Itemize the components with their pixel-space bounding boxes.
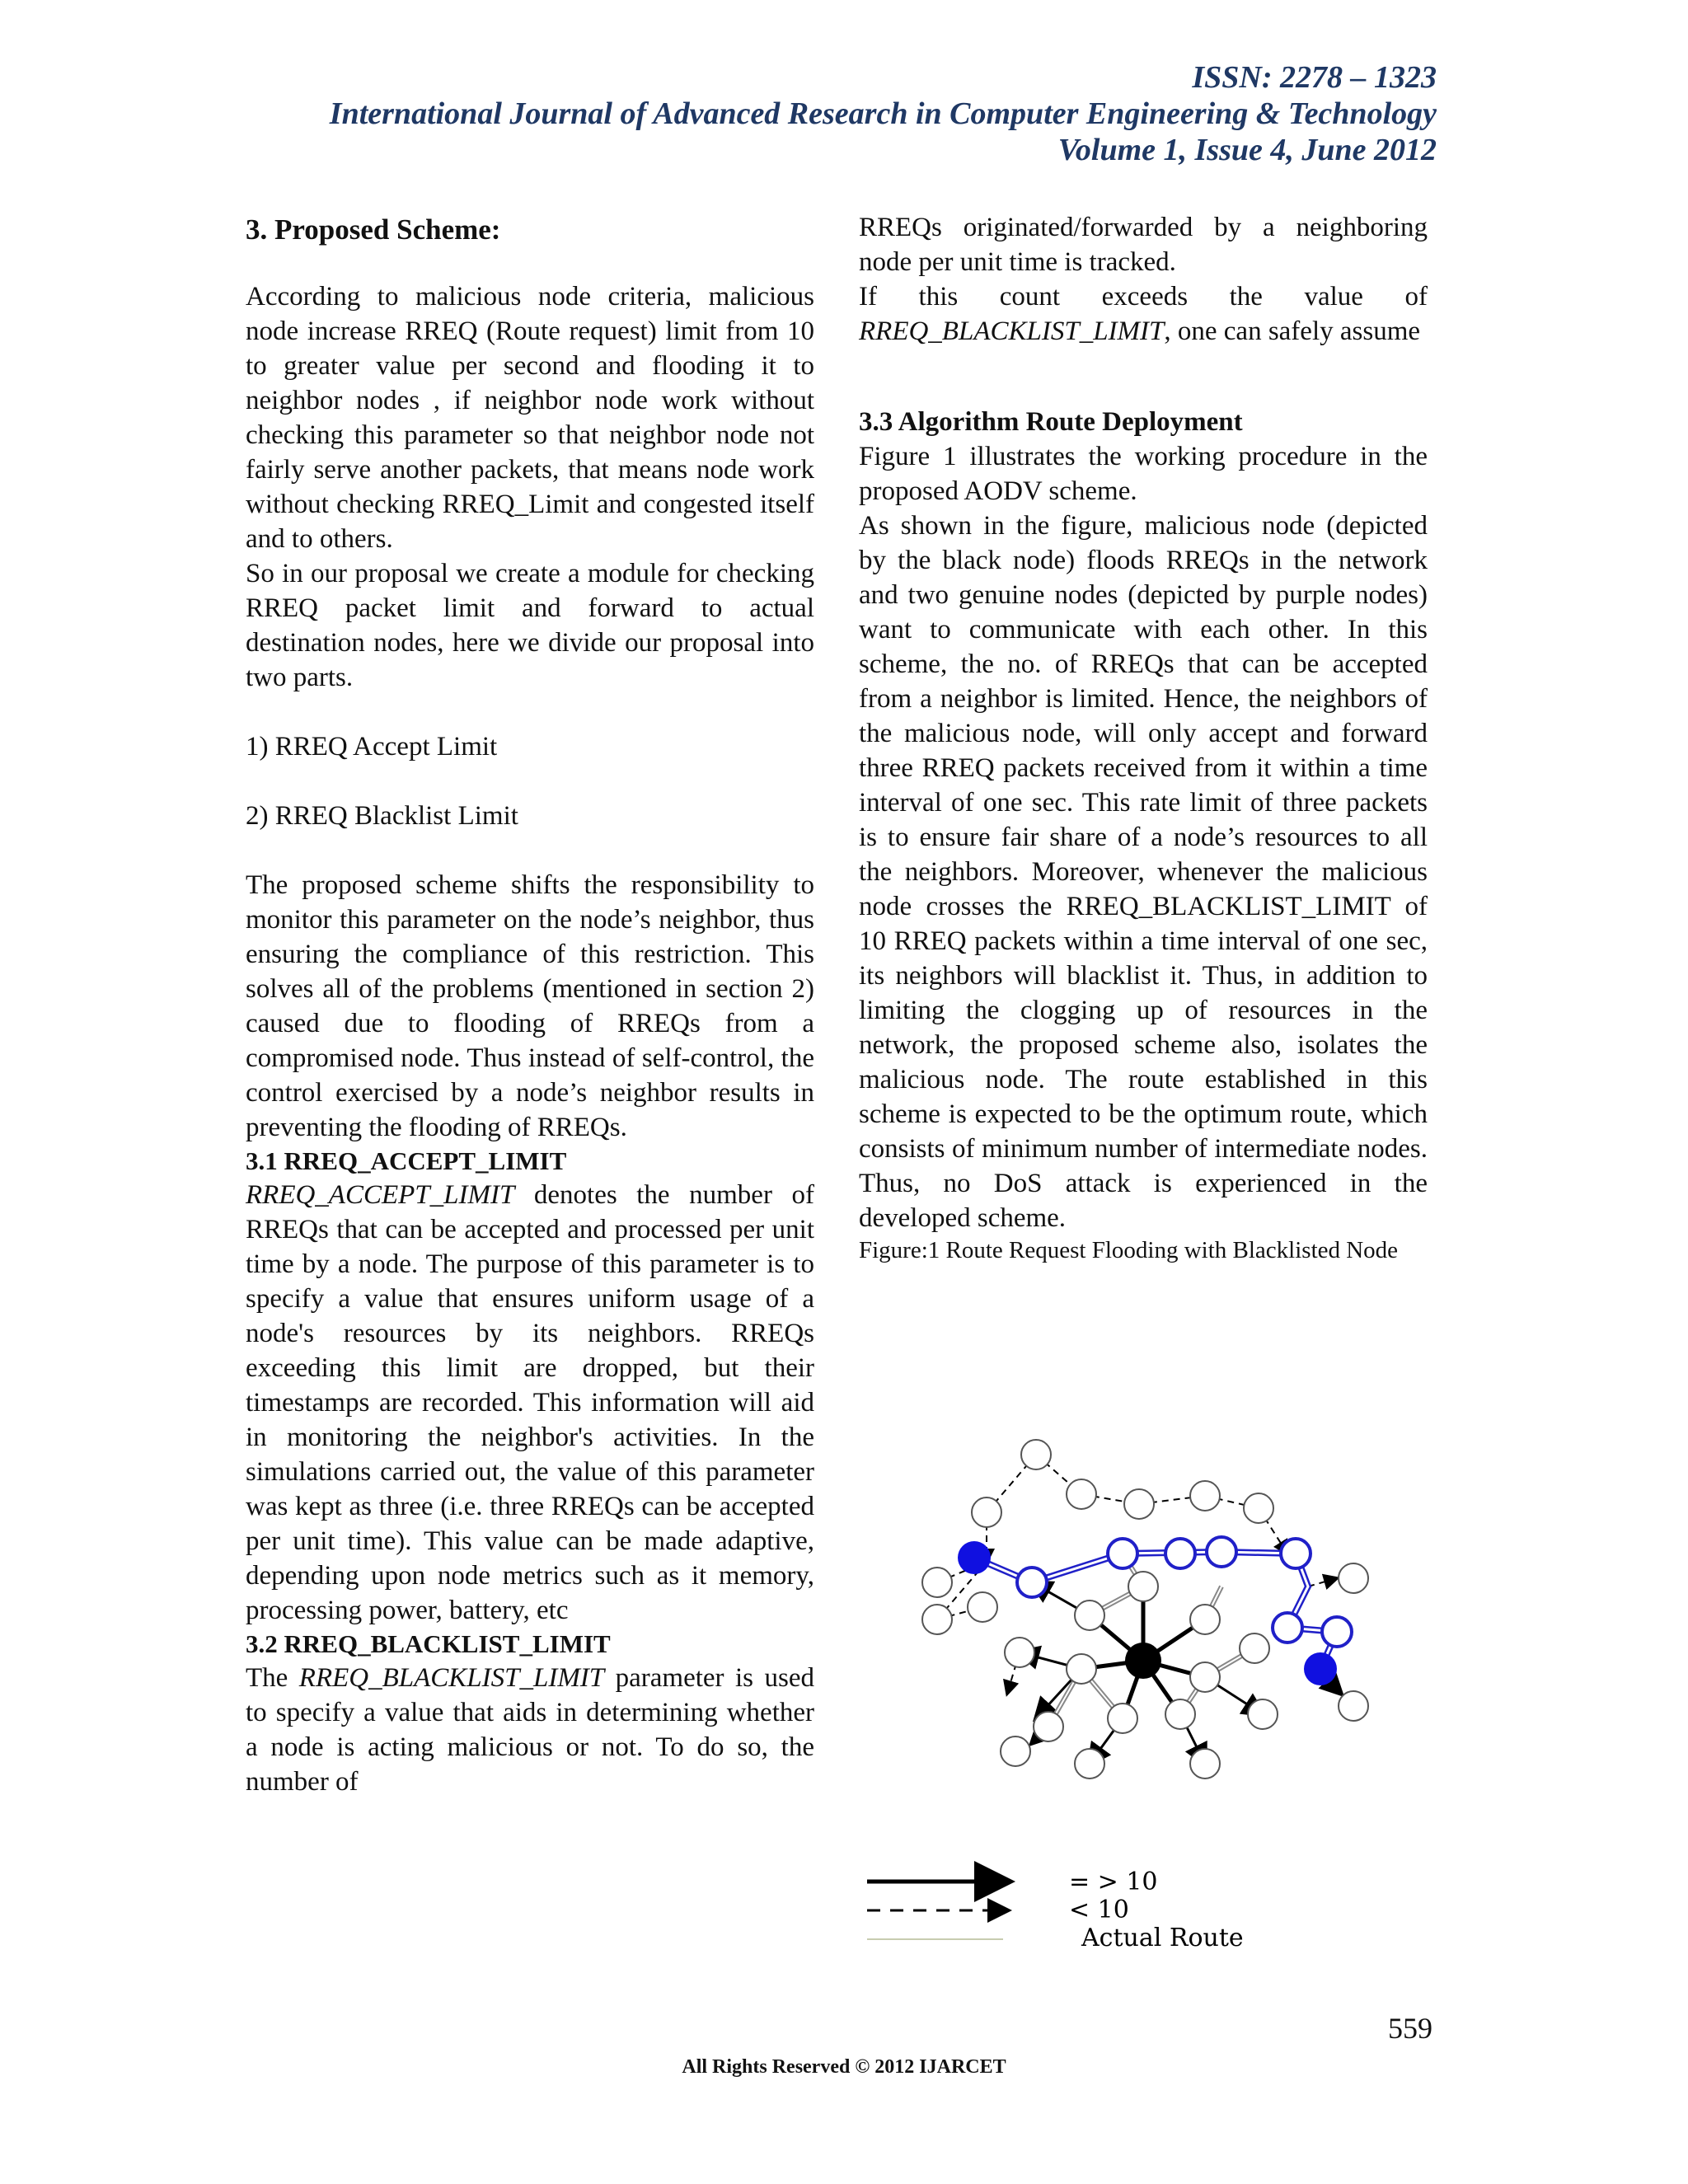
route-node: [1273, 1613, 1302, 1643]
network-figure: [859, 1430, 1428, 1957]
node: [1190, 1662, 1220, 1692]
network-diagram: [859, 1430, 1428, 1957]
legend-route-label: Actual Route: [1081, 1924, 1244, 1952]
node: [1075, 1749, 1104, 1779]
paragraph: [859, 279, 1428, 349]
subsection-title: 3.1 RREQ_ACCEPT_LIMIT: [246, 1146, 567, 1175]
route-node: [1281, 1539, 1311, 1568]
section-title: 3. Proposed Scheme:: [246, 213, 501, 246]
route-node: [1322, 1617, 1352, 1647]
page-number: 559: [1388, 2012, 1432, 2045]
node: [1128, 1572, 1158, 1601]
paragraph-text: The: [246, 1663, 299, 1693]
legend-solid-label: = > 10: [1069, 1868, 1158, 1896]
node: [1240, 1633, 1269, 1663]
node: [1190, 1481, 1220, 1511]
node: [1067, 1654, 1096, 1684]
node: [1005, 1638, 1034, 1667]
route-node: [1207, 1537, 1236, 1567]
node: [972, 1497, 1001, 1527]
volume-info: Volume 1, Issue 4, June 2012: [1057, 133, 1437, 167]
paragraph: RREQs originated/forwarded by a neighboring node per unit time is tracked.: [859, 213, 1428, 277]
node: [1165, 1699, 1195, 1729]
edge-dashed: [1308, 1578, 1337, 1586]
right-column: [859, 210, 1428, 1266]
paragraph: According to malicious node criteria, malicious node increase RREQ (Route request) limit from 10 to greater value per second and flooding it to neighbor nodes , if neighbor node work without checking this parameter so that neighbor node not fairly serve another packets, that means node work without checking RREQ_Limit and congested itself and to others.: [246, 282, 814, 554]
subsection-title: 3.2 RREQ_BLACKLIST_LIMIT: [246, 1629, 611, 1658]
node: [1190, 1605, 1220, 1634]
node: [1034, 1712, 1063, 1741]
node: [1108, 1704, 1137, 1733]
route-node: [1017, 1568, 1047, 1597]
paragraph: So in our proposal we create a module for checking RREQ packet limit and forward to actual destination nodes, here we divide our proposal into two parts.: [246, 559, 814, 692]
legend-dashed-label: < 10: [1069, 1896, 1129, 1924]
route-node: [1165, 1539, 1195, 1568]
term: RREQ_BLACKLIST_LIMIT: [859, 316, 1165, 346]
node: [1067, 1479, 1096, 1509]
paragraph: Figure 1 illustrates the working procedure in the proposed AODV scheme.: [859, 442, 1428, 506]
node: [1021, 1440, 1051, 1469]
malicious-node: [1125, 1643, 1161, 1679]
route-nodes: [1017, 1537, 1352, 1647]
paragraph-text: parameter is used to specify a value that aids in determining whether a node is acting malicious or not. To do so, the number of: [246, 1663, 814, 1797]
paragraph: As shown in the figure, malicious node (depicted by the black node) floods RREQs in the network and two genuine nodes (depicted by purple nodes) want to communicate with each other. In this scheme, the no. of RREQs that can be accepted from a neighbor is limited. Hence, the neighbors of the malicious node, will only accept and forward three RREQ packets received from it within a time interval of one sec. This rate limit of three packets is to ensure fair share of a node’s resources to all the neighbors. Moreover, whenever the malicious node crosses the RREQ_BLACKLIST_LIMIT of 10 RREQ packets within a time interval of one sec, its neighbors will blacklist it. Thus, in addition to limiting the clogging up of resources in the network, the proposed scheme also, isolates the malicious node. The route established in this scheme is expected to be the optimum route, which consists of minimum number of intermediate nodes. Thus, no DoS attack is experienced in the developed scheme.: [859, 511, 1428, 1233]
paragraph-text: , one can safely assume: [1164, 316, 1421, 346]
paragraph: [246, 1661, 814, 1799]
figure-caption: Figure:1 Route Request Flooding with Blacklisted Node: [859, 1237, 1399, 1263]
node: [922, 1605, 952, 1634]
left-column: [246, 210, 814, 1799]
paragraph: [246, 1178, 814, 1628]
copyright-footer: All Rights Reserved © 2012 IJARCET: [682, 2056, 1006, 2078]
paragraph: The proposed scheme shifts the responsibility to monitor this parameter on the node’s neighbor, thus ensuring the compliance of this restriction. This solves all of the problems (mentioned in section 2) caused due to flooding of RREQs from a compromised node. Thus instead of self-control, the control exercised by a node’s neighbor results in preventing the flooding of RREQs.: [246, 870, 814, 1142]
node: [1339, 1691, 1368, 1721]
node: [1248, 1699, 1278, 1729]
node: [968, 1592, 997, 1622]
node: [1190, 1749, 1220, 1779]
list-item: 1) RREQ Accept Limit: [246, 732, 498, 762]
genuine-node-source: [958, 1541, 991, 1574]
journal-header: [330, 59, 1437, 168]
term: RREQ_BLACKLIST_LIMIT: [298, 1663, 605, 1693]
route-node: [1108, 1539, 1137, 1568]
issn: ISSN: 2278 – 1323: [1192, 60, 1437, 95]
list-item: 2) RREQ Blacklist Limit: [246, 801, 518, 831]
paragraph-text: If this count exceeds the value of: [859, 282, 1428, 312]
node: [1244, 1493, 1273, 1523]
journal-title: International Journal of Advanced Research in Computer Engineering & Technology: [329, 96, 1437, 131]
subsection-title: 3.3 Algorithm Route Deployment: [859, 407, 1243, 437]
paragraph-text: denotes the number of RREQs that can be accepted and processed per unit time by a node. The purpose of this parameter is to specify a value that ensures uniform usage of a node's resources by its neighbors. RREQs exceeding this limit are dropped, but their timestamps are recorded. This information will aid in monitoring the neighbor's activities. In the simulations carried out, the value of this parameter was kept as three (i.e. three RREQs can be accepted per unit time). This value can be made adaptive, depending upon node metrics such as it memory, processing power, battery, etc: [246, 1180, 814, 1625]
node: [1001, 1736, 1030, 1766]
node: [922, 1568, 952, 1597]
node: [1075, 1601, 1104, 1630]
genuine-node-destination: [1304, 1652, 1337, 1685]
node: [1124, 1489, 1154, 1519]
node: [1339, 1563, 1368, 1593]
legend: [867, 1868, 1244, 1952]
term: RREQ_ACCEPT_LIMIT: [246, 1180, 515, 1210]
